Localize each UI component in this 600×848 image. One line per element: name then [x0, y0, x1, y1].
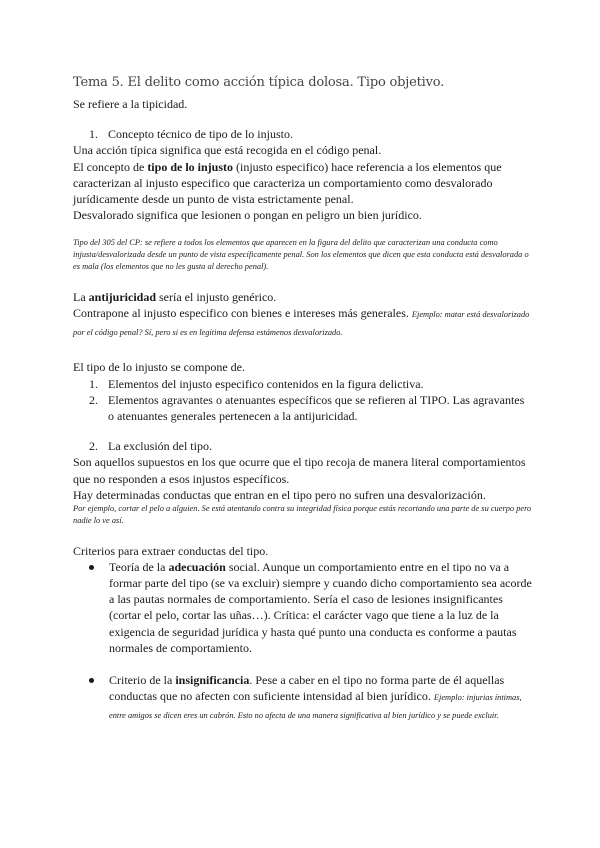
section-2-list — [73, 438, 533, 454]
document-title: Tema 5. El delito como acción típica dolosa. Tipo objetivo. — [73, 75, 445, 90]
criteria-list — [73, 559, 533, 725]
component-item-1: 1. Elementos del injusto especifico contenidos en la figura delictiva. — [89, 376, 424, 391]
term-adecuacion: adecuación — [168, 559, 226, 574]
sec2-note: Por ejemplo, cortar el pelo a alguien. Se está atentando contra su integridad física porque estás recortando una parte de su cuerpo pero nadie lo ve así. — [73, 504, 532, 525]
sec2-line2: Hay determinadas conductas que entran en el tipo pero no sufren una desvalorización. — [73, 487, 486, 502]
term-antijuricidad: antijuricidad — [88, 289, 156, 304]
antijuricidad-example: Ejemplo: matar está desvalorizado por el código penal? Sí, pero si es en legítima defensa estámenos desvalorizado. — [73, 310, 530, 338]
document-page — [73, 74, 533, 725]
criteria-item-adecuacion: Teoría de la adecuación social. Aunque un comportamiento entre en el tipo no va a formar parte del tipo (se va excluir) siempre y cuando dicho comportamiento sea acorde a las pautas normales de comportamiento. Sería el caso de lesiones insignificantes (cortar el pelo, cortar las uñas…). Crítica: el carácter vago que tiene a la luz de la exigencia de seguridad jurídica y hasta qué punto una conducta es conforme a pautas normales de comportamiento. — [73, 559, 533, 656]
intro-text: Se refiere a la tipicidad. — [73, 97, 188, 111]
sec1-line3: Desvalorado significa que lesionen o pongan en peligro un bien jurídico. — [73, 208, 422, 223]
term-tipo-injusto: tipo de lo injusto — [147, 159, 233, 174]
antijuricidad-paragraph: Contrapone al injusto especifico con bienes e intereses más generales. Ejemplo: matar está desvalorizado por el código penal? Sí, pero si es en legítima defensa estámenos desvalorizado. — [73, 306, 530, 338]
components-intro: El tipo de lo injusto se compone de. — [73, 360, 245, 375]
bullet-icon — [89, 678, 94, 683]
sec2-line1: Son aquellos supuestos en los que ocurre que el tipo recoja de manera literal comportamientos que no responden a esos injustos específicos. — [73, 455, 526, 486]
section-1-heading: 1. Concepto técnico de tipo de lo injusto. — [89, 127, 293, 142]
term-insignificancia: insignificancia — [175, 673, 250, 688]
criteria-intro: Criterios para extraer conductas del tipo. — [73, 543, 269, 558]
bullet-icon — [89, 565, 94, 570]
insignificancia-example: Ejemplo: injurias íntimas, entre amigos se dicen eres un cabrón. Esto no afecta de una manera significativa al bien jurídico y se puede excluir. — [109, 693, 522, 721]
criteria-item-insignificancia: Criterio de la insignificancia. Pese a caber en el tipo no forma parte de él aquellas conductas que no afecten con suficiente intensidad al bien jurídico. Ejemplo: injurias íntimas, entre amigos se dicen eres un cabrón. Esto no afecta de una manera significativa al bien jurídico y se puede excluir. — [73, 672, 533, 725]
sec1-note: Tipo del 305 del CP: se refiere a todos los elementos que aparecen en la figura del delito que caracterizan una conducta como injusta/desvalorizada desde un punto de vista específicamente penal. Son los elementos que dicen que esta conducta está desvalorada o es mala (los elementos que no les gusta al derecho penal). — [73, 238, 529, 272]
component-item-2: 2. Elementos agravantes o atenuantes específicos que se refieren al TIPO. Las agravantes o atenuantes generales pertenecen a la antijuricidad. — [89, 392, 525, 424]
antijuricidad-line: La antijuricidad sería el injusto genérico. — [73, 289, 277, 304]
section-1-list — [73, 126, 533, 142]
sec1-paragraph: El concepto de tipo de lo injusto (injusto especifico) hace referencia a los elementos que caracterizan al injusto especifico que caracteriza un comportamiento como desvalorado jurídicamente desde un punto de vista estrictamente penal. — [73, 159, 502, 207]
components-list — [73, 376, 533, 425]
section-2-heading: 2. La exclusión del tipo. — [89, 439, 212, 454]
sec1-line1: Una acción típica significa que está recogida en el código penal. — [73, 143, 382, 158]
